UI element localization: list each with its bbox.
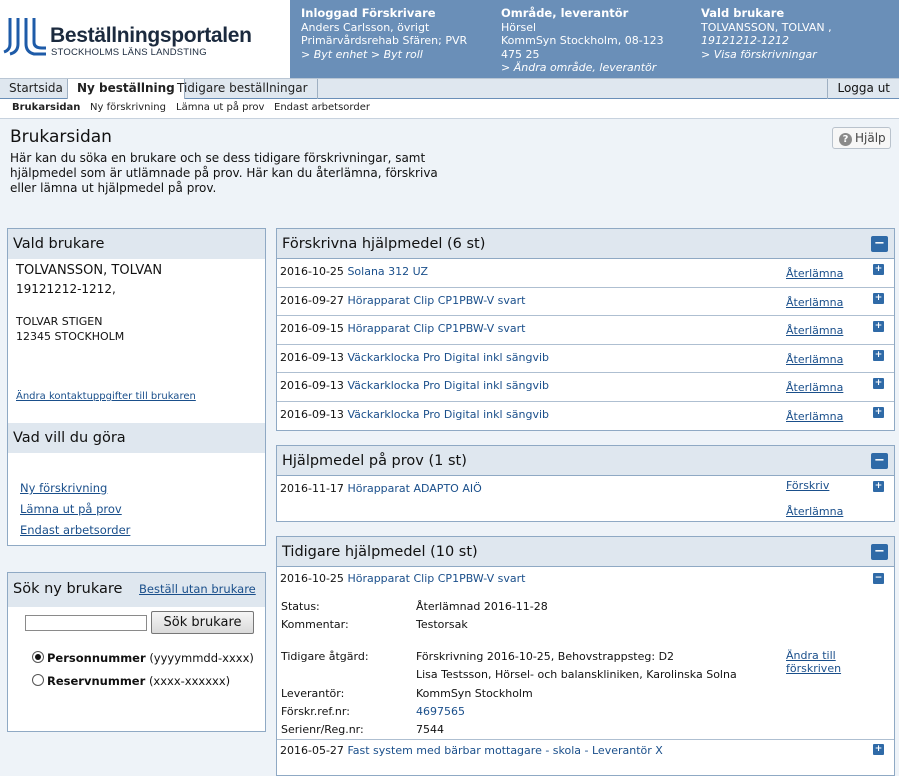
list-item — [277, 740, 894, 769]
logo — [0, 0, 290, 78]
todo-heading: Vad vill du göra — [8, 423, 265, 453]
radio-personnummer-hint: (yyyymmdd-xxxx) — [149, 651, 254, 665]
previous-action-value: Förskrivning 2016-10-25, Behovstrappsteg: D2 — [416, 650, 675, 663]
item-name[interactable]: Väckarklocka Pro Digital inkl sängvib — [347, 407, 549, 421]
edit-contact-link[interactable]: Ändra kontaktuppgifter till brukaren — [16, 391, 196, 402]
previous-aids-heading: Tidigare hjälpmedel (10 st) — [282, 544, 478, 560]
user-city: 12345 STOCKHOLM — [16, 330, 125, 343]
serial-value: 7544 — [416, 723, 444, 736]
area-line3: 475 25 — [501, 47, 540, 61]
item-name[interactable]: Hörapparat ADAPTO AIÖ — [347, 482, 482, 495]
logo-subtitle: STOCKHOLMS LÄNS LANDSTING — [51, 47, 207, 58]
list-item — [277, 345, 894, 374]
list-item — [277, 316, 894, 345]
user-personal-number: 19121212-1212, — [16, 282, 116, 296]
item-name[interactable]: Väckarklocka Pro Digital inkl sängvib — [347, 379, 549, 392]
prescribed-aids-list — [277, 259, 894, 430]
ref-number-value[interactable]: 4697565 — [416, 705, 465, 718]
item-name[interactable]: Fast system med bärbar mottagare - skola - Leverantör X — [347, 744, 663, 757]
page-title: Brukarsidan — [10, 127, 112, 147]
user-name: TOLVANSSON, TOLVAN — [16, 263, 163, 278]
expand-icon[interactable]: + — [874, 321, 883, 331]
user-street: TOLVAR STIGEN — [16, 315, 103, 328]
change-unit-link[interactable]: > Byt enhet — [301, 47, 368, 61]
search-button[interactable]: Sök brukare — [151, 611, 254, 634]
collapse-trial-button[interactable]: − — [871, 453, 888, 469]
area-line1: Hörsel — [501, 20, 537, 34]
sub-tabs — [0, 99, 899, 119]
header — [0, 0, 899, 78]
item-name[interactable]: Solana 312 UZ — [347, 265, 429, 278]
search-user-panel — [7, 572, 266, 732]
item-date: 2016-09-13 — [280, 407, 344, 421]
help-label: Hjälp — [855, 131, 886, 145]
logo-title: Beställningsportalen — [50, 24, 252, 47]
selected-user-title: Vald brukare — [701, 6, 785, 20]
radio-reservnummer-row[interactable] — [32, 674, 230, 688]
prescribed-aids-header — [277, 229, 894, 259]
list-item — [277, 402, 894, 431]
radio-reservnummer[interactable] — [32, 674, 44, 686]
selected-user-heading: Vald brukare — [8, 229, 265, 259]
radio-personnummer[interactable] — [32, 651, 44, 663]
item-date: 2016-09-27 — [280, 293, 344, 307]
expand-icon[interactable]: + — [874, 481, 883, 491]
radio-personnummer-row[interactable] — [32, 651, 254, 665]
return-link[interactable]: Återlämna — [786, 381, 844, 394]
logo-icon — [2, 16, 48, 56]
todo-list — [20, 478, 130, 541]
collapse-item-icon[interactable]: − — [874, 573, 883, 583]
change-to-prescribed-link[interactable] — [786, 649, 841, 675]
selected-user-panel — [7, 228, 266, 546]
radio-reservnummer-hint: (xxxx-xxxxxx) — [148, 674, 231, 688]
change-role-link[interactable]: > Byt roll — [370, 47, 423, 61]
tab-ny-bestallning[interactable]: Ny beställning — [67, 79, 185, 100]
collapse-previous-button[interactable]: − — [871, 544, 888, 560]
logged-in-info — [301, 7, 467, 61]
prescribed-aids-heading: Förskrivna hjälpmedel (6 st) — [282, 236, 486, 252]
item-date: 2016-10-25 — [280, 572, 344, 585]
trial-aids-header — [277, 446, 894, 476]
item-date: 2016-10-25 — [280, 265, 344, 278]
return-link[interactable]: Återlämna — [786, 267, 844, 280]
supplier-label: Leverantör: — [281, 687, 345, 700]
user-address — [16, 314, 124, 344]
expand-icon[interactable]: + — [874, 349, 883, 360]
prescribed-aids-panel — [276, 228, 895, 431]
tab-startsida[interactable]: Startsida — [0, 79, 73, 99]
collapse-prescribed-button[interactable]: − — [871, 236, 888, 252]
question-icon: ? — [839, 133, 852, 146]
comment-label: Kommentar: — [281, 618, 349, 631]
item-name[interactable]: Hörapparat Clip CP1PBW-V svart — [347, 293, 526, 307]
item-name[interactable]: Hörapparat Clip CP1PBW-V svart — [347, 572, 526, 585]
area-title: Område, leverantör — [501, 6, 629, 20]
page-intro: Här kan du söka en brukare och se dess tidigare förskrivningar, samt hjälpmedel som är utlämnade på prov. Här kan du återlämna, förskriva eller lämna ut hjälpmedel på prov. — [10, 151, 438, 195]
expand-icon[interactable]: + — [874, 378, 883, 388]
header-info — [290, 0, 899, 78]
radio-reservnummer-label: Reservnummer — [47, 674, 146, 688]
logged-in-title: Inloggad Förskrivare — [301, 6, 436, 20]
todo-lamna-ut-pa-prov[interactable]: Lämna ut på prov — [20, 502, 122, 516]
help-button[interactable] — [832, 127, 891, 149]
expanded-list-item — [277, 567, 894, 740]
previous-action-person: Lisa Testsson, Hörsel- och balanskliniken, Karolinska Solna — [416, 668, 737, 681]
expand-icon[interactable]: + — [874, 744, 883, 754]
logged-in-unit: Primärvårdsrehab Sfären; PVR — [301, 34, 468, 47]
logged-in-name: Anders Carlsson, övrigt — [301, 20, 430, 34]
expand-icon[interactable]: + — [874, 292, 883, 303]
area-line2: KommSyn Stockholm, 08-123 — [501, 34, 664, 47]
trial-aids-heading: Hjälpmedel på prov (1 st) — [282, 453, 467, 469]
list-item — [277, 288, 894, 317]
search-heading: Sök ny brukare — [13, 581, 123, 597]
selected-user-info — [701, 7, 832, 61]
item-date: 2016-11-17 — [280, 482, 344, 495]
return-link[interactable]: Återlämna — [786, 352, 844, 366]
item-date: 2016-05-27 — [280, 744, 344, 757]
todo-endast-arbetsorder[interactable]: Endast arbetsorder — [20, 523, 131, 537]
return-link[interactable]: Återlämna — [786, 409, 844, 423]
return-link[interactable]: Återlämna — [786, 324, 844, 337]
subtab-brukarsidan[interactable]: Brukarsidan — [12, 102, 81, 113]
expand-icon[interactable]: + — [874, 264, 883, 274]
previous-action-label: Tidigare åtgärd: — [281, 650, 369, 663]
show-prescriptions-link[interactable]: > Visa förskrivningar — [701, 47, 817, 61]
tab-tidigare-bestallningar[interactable]: Tidigare beställningar — [168, 79, 318, 99]
supplier-value: KommSyn Stockholm — [416, 687, 533, 700]
item-date: 2016-09-13 — [280, 379, 344, 392]
status-label: Status: — [281, 600, 320, 613]
item-name[interactable]: Hörapparat Clip CP1PBW-V svart — [347, 322, 526, 335]
previous-aids-header — [277, 537, 894, 567]
prescribe-link[interactable]: Förskriv — [786, 479, 830, 492]
subtab-ny-forskrivning[interactable]: Ny förskrivning — [90, 102, 166, 113]
subtab-endast-arbetsorder[interactable]: Endast arbetsorder — [274, 102, 370, 113]
trial-aids-panel — [276, 445, 895, 522]
search-heading-row — [8, 573, 265, 607]
subtab-lamna-ut-pa-prov[interactable]: Lämna ut på prov — [176, 102, 265, 113]
order-without-user-link[interactable]: Beställ utan brukare — [139, 582, 256, 596]
comment-value: Testorsak — [416, 618, 468, 631]
change-link-line1: Ändra till — [786, 649, 836, 662]
status-value: Återlämnad 2016-11-28 — [416, 600, 548, 613]
radio-personnummer-label: Personnummer — [47, 651, 146, 665]
change-link-line2: förskriven — [786, 662, 842, 675]
item-name[interactable]: Väckarklocka Pro Digital inkl sängvib — [347, 350, 549, 364]
return-link[interactable]: Återlämna — [786, 295, 844, 309]
change-area-link[interactable]: > Ändra område, leverantör — [501, 61, 657, 74]
serial-label: Serienr/Reg.nr: — [281, 723, 364, 736]
main-tabs — [0, 78, 899, 99]
list-item — [277, 476, 894, 521]
selected-user-pn: 19121212-1212 — [701, 34, 789, 47]
todo-ny-forskrivning[interactable]: Ny förskrivning — [20, 481, 108, 495]
search-input[interactable] — [25, 615, 147, 631]
selected-user-name: TOLVANSSON, TOLVAN , — [701, 20, 832, 34]
expand-icon[interactable]: + — [874, 406, 883, 417]
list-item — [277, 259, 894, 288]
list-item — [277, 373, 894, 402]
ref-number-label: Förskr.ref.nr: — [281, 705, 350, 718]
previous-aids-panel — [276, 536, 895, 776]
return-link[interactable]: Återlämna — [786, 505, 844, 518]
logout-button[interactable]: Logga ut — [827, 79, 899, 99]
item-date: 2016-09-15 — [280, 322, 344, 335]
area-supplier-info — [501, 7, 664, 75]
item-date: 2016-09-13 — [280, 350, 344, 364]
